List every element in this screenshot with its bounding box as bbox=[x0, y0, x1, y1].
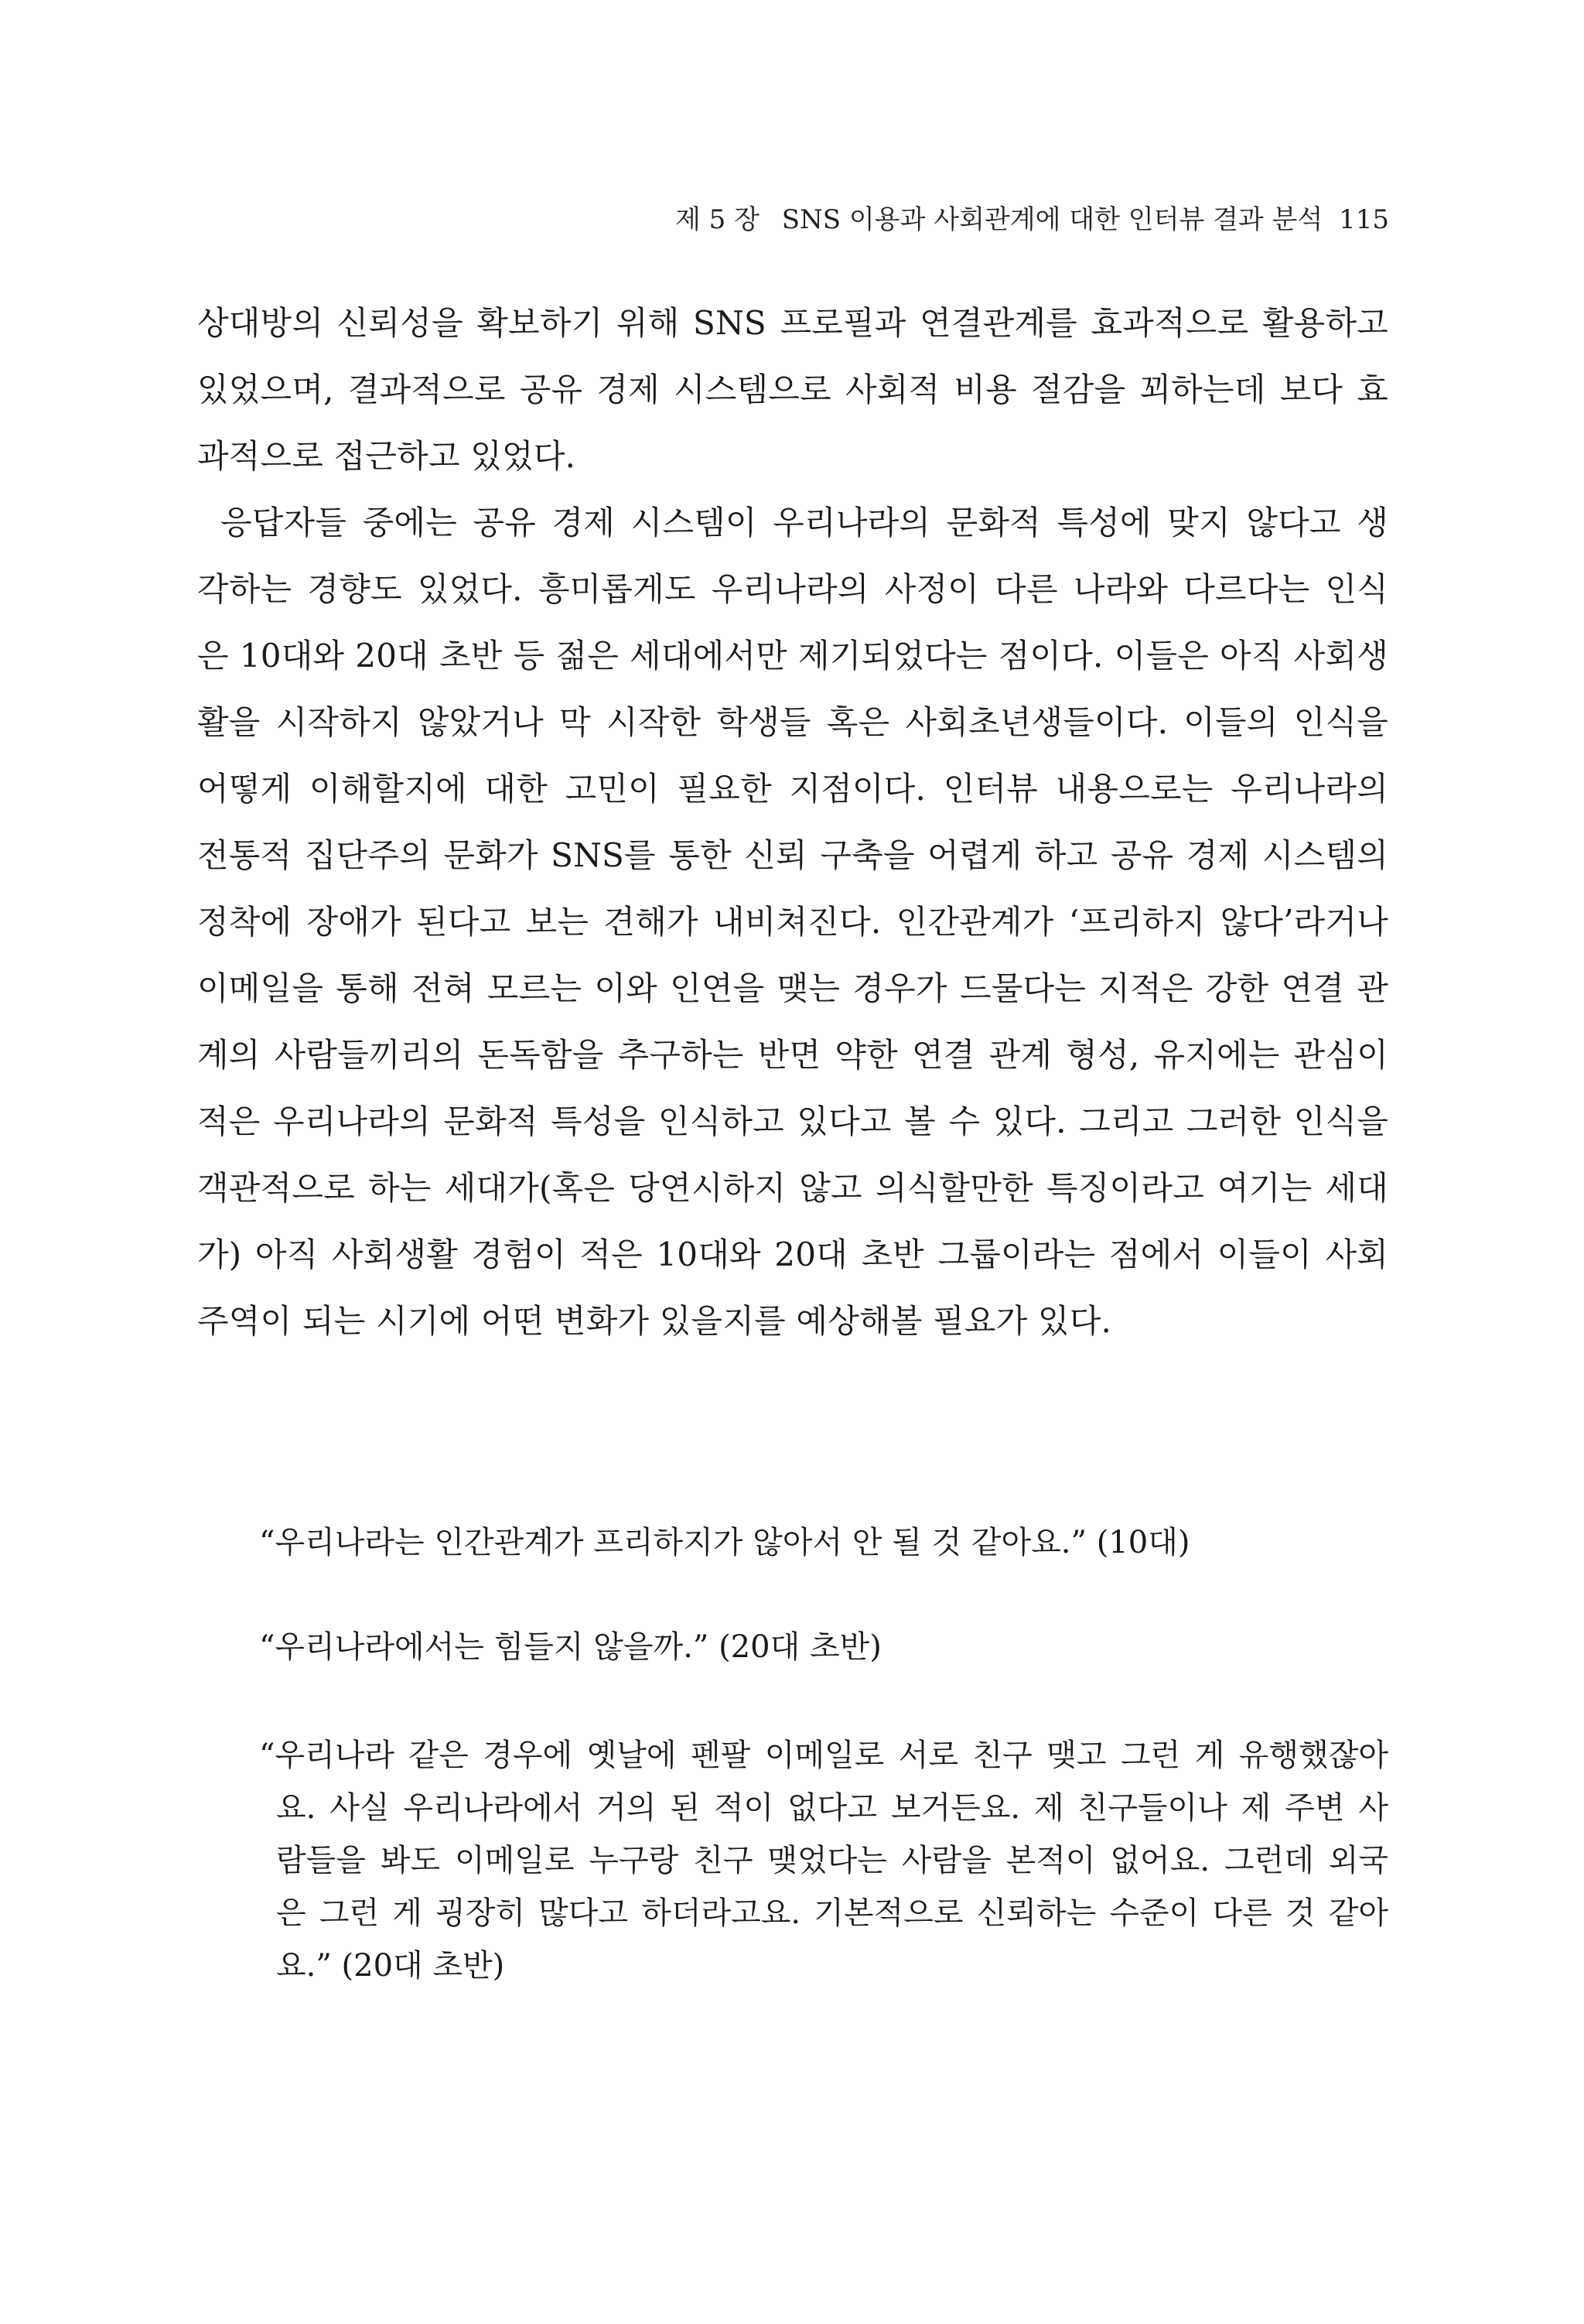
page-number: 115 bbox=[1339, 204, 1389, 235]
text-line: 객관적으로 하는 세대가(혹은 당연시하지 않고 의식할만한 특징이라고 여기는 세대 bbox=[197, 1169, 1388, 1207]
text-line: 각하는 경향도 있었다. 흥미롭게도 우리나라의 사정이 다른 나라와 다르다는 인식 bbox=[197, 570, 1388, 608]
quote-line: “우리나라 같은 경우에 옛날에 펜팔 이메일로 서로 친구 맺고 그런 게 유행했잖아 bbox=[259, 1738, 1388, 1773]
text-line: 활을 시작하지 않았거나 막 시작한 학생들 혹은 사회초년생들이다. 이들의 인식을 bbox=[197, 703, 1388, 741]
text-line: 이메일을 통해 전혀 모르는 이와 인연을 맺는 경우가 드물다는 지적은 강한 연결 관 bbox=[197, 969, 1388, 1007]
text-line: 가) 아직 사회생활 경험이 적은 10대와 20대 초반 그룹이라는 점에서 이들이 사회 bbox=[197, 1235, 1388, 1273]
chapter-title: SNS 이용과 사회관계에 대한 인터뷰 결과 분석 bbox=[781, 204, 1323, 235]
chapter-label: 제 5 장 bbox=[675, 204, 760, 235]
text-line: 상대방의 신뢰성을 확보하기 위해 SNS 프로필과 연결관계를 효과적으로 활용하고 bbox=[197, 304, 1388, 342]
text-line: 전통적 집단주의 문화가 SNS를 통한 신뢰 구축을 어렵게 하고 공유 경제 시스템의 bbox=[197, 836, 1388, 874]
body-text bbox=[197, 290, 1388, 1355]
quote-line: 은 그런 게 굉장히 많다고 하더라고요. 기본적으로 신뢰하는 수준이 다른 것 같아 bbox=[276, 1895, 1388, 1931]
text-line: 주역이 되는 시기에 어떤 변화가 있을지를 예상해볼 필요가 있다. bbox=[197, 1302, 1112, 1340]
quote-1: “우리나라는 인간관계가 프리하지가 않아서 안 될 것 같아요.” (10대) bbox=[259, 1525, 1190, 1560]
running-header bbox=[675, 203, 1389, 237]
quote-line: 요.” (20대 초반) bbox=[276, 1948, 505, 1984]
text-line: 정착에 장애가 된다고 보는 견해가 내비쳐진다. 인간관계가 ‘프리하지 않다’라거나 bbox=[197, 903, 1388, 941]
text-line: 계의 사람들끼리의 돈독함을 추구하는 반면 약한 연결 관계 형성, 유지에는 관심이 bbox=[197, 1036, 1388, 1074]
text-line: 응답자들 중에는 공유 경제 시스템이 우리나라의 문화적 특성에 맞지 않다고 생 bbox=[220, 504, 1388, 542]
quote-2: “우리나라에서는 힘들지 않을까.” (20대 초반) bbox=[259, 1629, 882, 1665]
text-line: 적은 우리나라의 문화적 특성을 인식하고 있다고 볼 수 있다. 그리고 그러한 인식을 bbox=[197, 1102, 1388, 1140]
text-line: 있었으며, 결과적으로 공유 경제 시스템으로 사회적 비용 절감을 꾀하는데 보다 효 bbox=[197, 371, 1388, 408]
text-line: 은 10대와 20대 초반 등 젊은 세대에서만 제기되었다는 점이다. 이들은 아직 사회생 bbox=[197, 637, 1388, 675]
quote-3 bbox=[259, 1729, 1388, 1992]
quote-line: 람들을 봐도 이메일로 누구랑 친구 맺었다는 사람을 본적이 없어요. 그런데 외국 bbox=[276, 1843, 1388, 1878]
paragraph-1 bbox=[197, 290, 1388, 490]
paragraph-2 bbox=[197, 490, 1388, 1355]
text-line: 과적으로 접근하고 있었다. bbox=[197, 437, 576, 475]
text-line: 어떻게 이해할지에 대한 고민이 필요한 지점이다. 인터뷰 내용으로는 우리나라의 bbox=[197, 770, 1388, 808]
quote-line: 요. 사실 우리나라에서 거의 된 적이 없다고 보거든요. 제 친구들이나 제 주변 사 bbox=[276, 1790, 1388, 1826]
